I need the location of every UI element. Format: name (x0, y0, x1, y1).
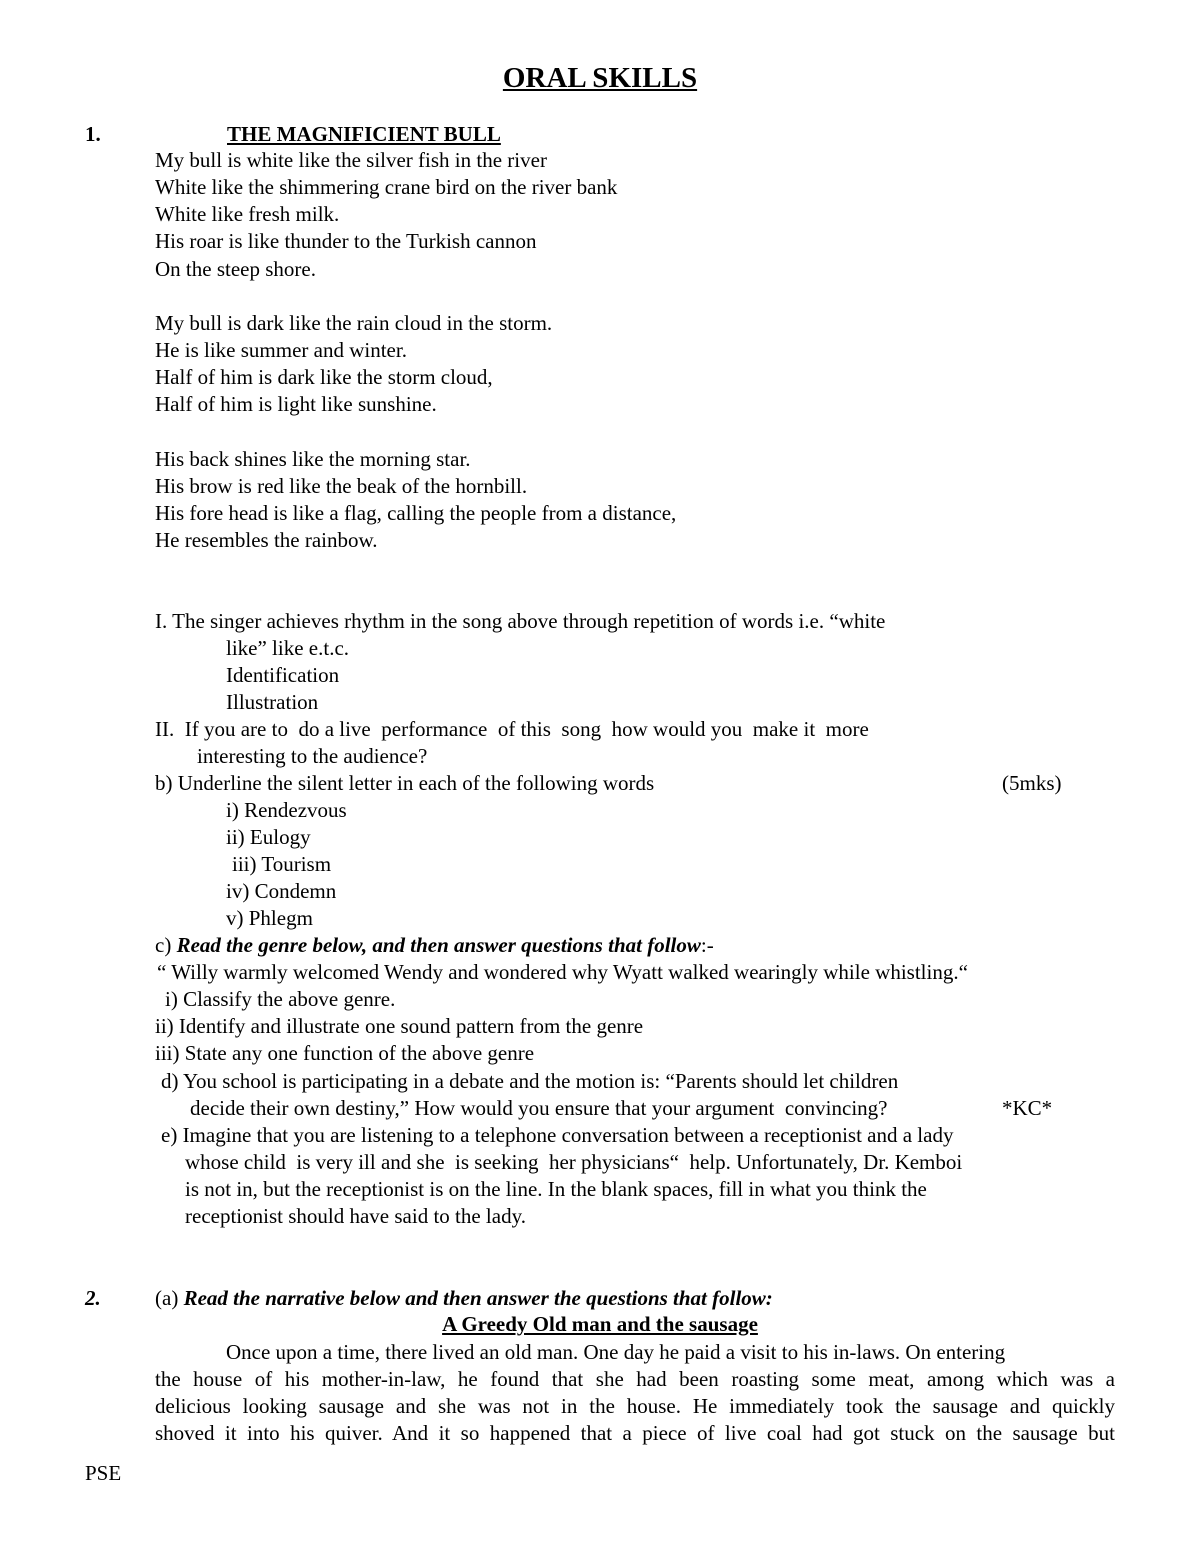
silent-letter-word: ii) Eulogy (226, 825, 311, 849)
question-e-text: e) Imagine that you are listening to a telephone conversation between a receptionist and a lady (161, 1123, 954, 1147)
story-paragraph-line: the house of his mother-in-law, he found that she had been roasting some meat, among which was a (155, 1367, 1115, 1391)
silent-letter-word: iv) Condemn (226, 879, 337, 903)
story-title: A Greedy Old man and the sausage (442, 1312, 758, 1336)
genre-quote: “ Willy warmly welcomed Wendy and wondered why Wyatt walked wearingly while whistling.“ (157, 960, 968, 984)
question-c-bold-instruction: Read the genre below, and then answer questions that follow (176, 933, 701, 957)
poem-line: My bull is dark like the rain cloud in the storm. (155, 311, 553, 335)
poem-line: His brow is red like the beak of the hornbill. (155, 474, 528, 498)
poem-line: He resembles the rainbow. (155, 528, 378, 552)
question-I-sub: Illustration (226, 690, 319, 714)
question-d-tag: *KC* (1002, 1096, 1053, 1120)
poem-heading: THE MAGNIFICIENT BULL (227, 122, 501, 146)
question-b-prompt: b) Underline the silent letter in each of the following words (155, 771, 655, 795)
silent-letter-word: i) Rendezvous (226, 798, 347, 822)
question-c-suffix: :- (700, 933, 714, 957)
question-II-text: II. If you are to do a live performance of this song how would you make it more (155, 717, 869, 741)
question-2-label: (a) (155, 1286, 184, 1310)
question-2-instruction (155, 1285, 773, 1312)
question-c-label: c) (155, 933, 177, 957)
question-e-text: is not in, but the receptionist is on the line. In the blank spaces, fill in what you think the (185, 1177, 927, 1201)
marks-label: (5mks) (1002, 771, 1062, 795)
question-c-ii: ii) Identify and illustrate one sound pattern from the genre (155, 1014, 644, 1038)
story-paragraph-line: shoved it into his quiver. And it so happened that a piece of live coal had got stuck on the sausage but (155, 1421, 1115, 1445)
question-e-text: whose child is very ill and she is seeking her physicians“ help. Unfortunately, Dr. Kemboi (185, 1150, 963, 1174)
page-footer: PSE (85, 1461, 122, 1485)
page-title: ORAL SKILLS (502, 62, 698, 94)
question-1-number: 1. (85, 122, 101, 146)
poem-line: His fore head is like a flag, calling the people from a distance, (155, 501, 677, 525)
poem-line: Half of him is light like sunshine. (155, 392, 437, 416)
question-d-text: decide their own destiny,” How would you ensure that your argument convincing? (190, 1096, 888, 1120)
question-2-number: 2. (85, 1286, 101, 1310)
question-I-text: like” like e.t.c. (226, 636, 350, 660)
question-d-text: d) You school is participating in a debate and the motion is: “Parents should let children (161, 1069, 899, 1093)
story-paragraph-line: delicious looking sausage and she was not in the house. He immediately took the sausage and quickly (155, 1394, 1115, 1418)
question-2-bold-instruction: Read the narrative below and then answer the questions that follow: (183, 1286, 773, 1310)
question-c-instruction (155, 932, 714, 959)
question-e-text: receptionist should have said to the lady. (185, 1204, 526, 1228)
story-paragraph-line: Once upon a time, there lived an old man. One day he paid a visit to his in-laws. On entering (226, 1340, 1006, 1364)
poem-line: His roar is like thunder to the Turkish cannon (155, 229, 537, 253)
poem-line: My bull is white like the silver fish in the river (155, 148, 547, 172)
silent-letter-word: v) Phlegm (226, 906, 313, 930)
question-I-text: I. The singer achieves rhythm in the song above through repetition of words i.e. “white (155, 609, 886, 633)
poem-line: On the steep shore. (155, 257, 316, 281)
poem-line: He is like summer and winter. (155, 338, 407, 362)
silent-letter-word: iii) Tourism (232, 852, 332, 876)
poem-line: White like fresh milk. (155, 202, 340, 226)
poem-line: White like the shimmering crane bird on the river bank (155, 175, 618, 199)
poem-line: His back shines like the morning star. (155, 447, 471, 471)
question-I-sub: Identification (226, 663, 340, 687)
question-c-iii: iii) State any one function of the above genre (155, 1041, 535, 1065)
poem-line: Half of him is dark like the storm cloud, (155, 365, 493, 389)
question-c-i: i) Classify the above genre. (165, 987, 396, 1011)
question-II-text: interesting to the audience? (197, 744, 428, 768)
